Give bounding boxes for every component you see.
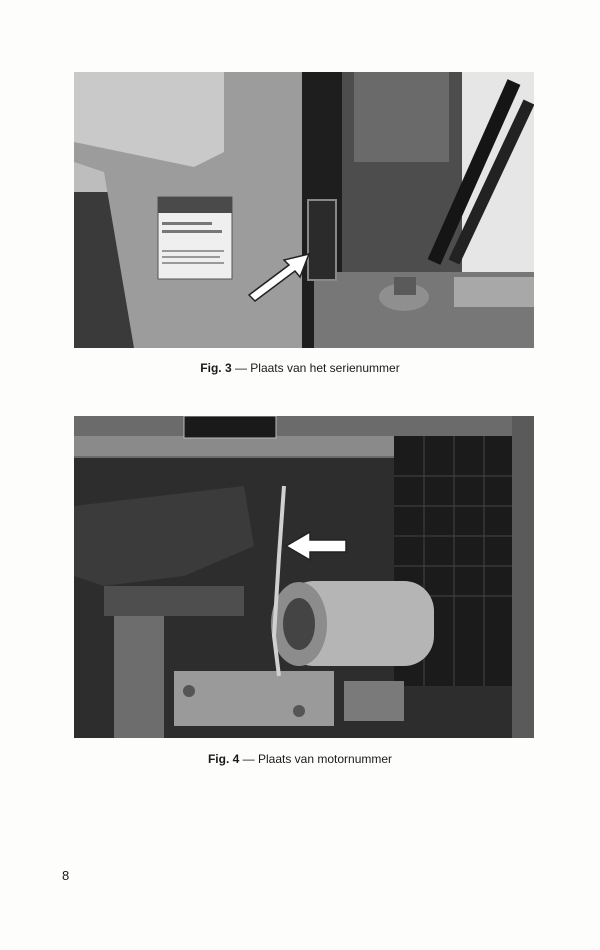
figure-4-photo: [74, 416, 534, 738]
engine-number-photo: [74, 416, 534, 738]
figure-3-caption-text: — Plaats van het serienummer: [231, 361, 400, 375]
figure-3-caption: [0, 361, 600, 375]
figure-4-caption: [0, 752, 600, 766]
figure-3-photo: [74, 72, 534, 348]
figure-4-label: Fig. 4: [207, 752, 240, 766]
tractor-serial-plate-photo: [74, 72, 534, 348]
figure-3-label: Fig. 3: [200, 361, 232, 375]
figure-4-caption-text: — Plaats van motornummer: [239, 752, 393, 766]
page-number: 8: [62, 868, 70, 883]
